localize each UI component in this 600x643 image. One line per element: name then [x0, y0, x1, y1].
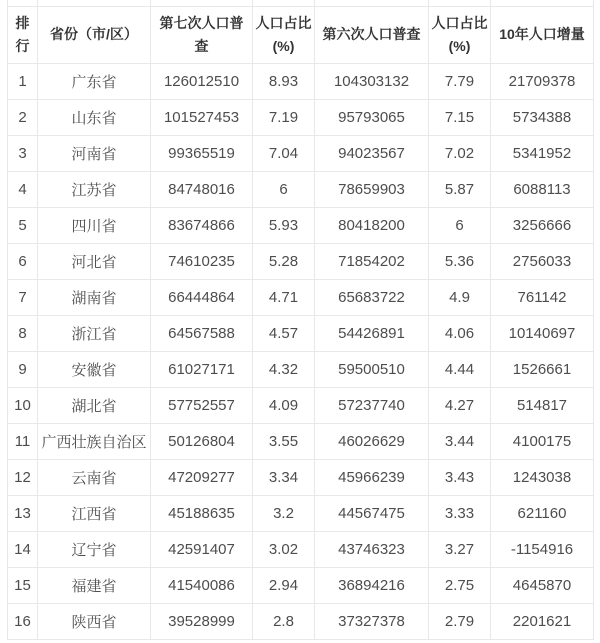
table-cell: 2 [8, 99, 38, 135]
table-cell: 57237740 [315, 387, 429, 423]
table-cell: 101527453 [151, 99, 253, 135]
table-cell: -1154916 [491, 531, 594, 567]
table-cell: 江西省 [38, 495, 151, 531]
table-cell: 83674866 [151, 207, 253, 243]
col-header-census7: 第七次人口普查 [151, 6, 253, 63]
col-header-census6: 第六次人口普查 [315, 6, 429, 63]
table-cell: 5734388 [491, 99, 594, 135]
table-cell: 6088113 [491, 171, 594, 207]
col-header-increase10y: 10年人口增量 [491, 6, 594, 63]
table-cell: 山东省 [38, 99, 151, 135]
table-row [8, 387, 594, 423]
table-row [8, 171, 594, 207]
table-cell: 4.06 [429, 315, 491, 351]
table-cell: 95793065 [315, 99, 429, 135]
table-cell: 广西壮族自治区 [38, 423, 151, 459]
table-cell: 7.02 [429, 135, 491, 171]
table-cell: 57752557 [151, 387, 253, 423]
table-cell: 61027171 [151, 351, 253, 387]
table-cell: 3.34 [253, 459, 315, 495]
table-row [8, 279, 594, 315]
table-cell: 7.04 [253, 135, 315, 171]
table-cell: 7.15 [429, 99, 491, 135]
table-cell: 45188635 [151, 495, 253, 531]
table-cell: 126012510 [151, 63, 253, 99]
table-row [8, 99, 594, 135]
table-cell: 84748016 [151, 171, 253, 207]
table-cell: 21709378 [491, 63, 594, 99]
table-cell: 54426891 [315, 315, 429, 351]
table-cell: 5.87 [429, 171, 491, 207]
table-cell: 3.44 [429, 423, 491, 459]
table-cell: 64567588 [151, 315, 253, 351]
table-row [8, 603, 594, 639]
table-cell: 45966239 [315, 459, 429, 495]
census-table [7, 0, 594, 640]
table-cell: 80418200 [315, 207, 429, 243]
table-cell: 2201621 [491, 603, 594, 639]
table-row [8, 423, 594, 459]
table-row [8, 243, 594, 279]
table-cell: 陕西省 [38, 603, 151, 639]
table-cell: 江苏省 [38, 171, 151, 207]
table-cell: 43746323 [315, 531, 429, 567]
table-cell: 761142 [491, 279, 594, 315]
table-cell: 11 [8, 423, 38, 459]
table-cell: 4 [8, 171, 38, 207]
table-cell: 辽宁省 [38, 531, 151, 567]
table-row [8, 459, 594, 495]
table-cell: 8.93 [253, 63, 315, 99]
table-cell: 10140697 [491, 315, 594, 351]
table-cell: 2756033 [491, 243, 594, 279]
table-cell: 5341952 [491, 135, 594, 171]
table-cell: 65683722 [315, 279, 429, 315]
table-cell: 4.27 [429, 387, 491, 423]
table-cell: 66444864 [151, 279, 253, 315]
table-cell: 4645870 [491, 567, 594, 603]
col-header-rank: 排行 [8, 6, 38, 63]
table-row [8, 351, 594, 387]
table-cell: 2.8 [253, 603, 315, 639]
table-cell: 46026629 [315, 423, 429, 459]
table-cell: 广东省 [38, 63, 151, 99]
table-cell: 2.79 [429, 603, 491, 639]
table-cell: 514817 [491, 387, 594, 423]
table-row [8, 207, 594, 243]
table-cell: 9 [8, 351, 38, 387]
table-cell: 10 [8, 387, 38, 423]
table-cell: 5 [8, 207, 38, 243]
table-cell: 5.28 [253, 243, 315, 279]
table-cell: 四川省 [38, 207, 151, 243]
col-header-share7: 人口占比(%) [253, 6, 315, 63]
table-cell: 浙江省 [38, 315, 151, 351]
table-cell: 3.33 [429, 495, 491, 531]
table-cell: 1 [8, 63, 38, 99]
table-cell: 71854202 [315, 243, 429, 279]
table-cell: 福建省 [38, 567, 151, 603]
table-cell: 河北省 [38, 243, 151, 279]
table-cell: 12 [8, 459, 38, 495]
table-cell: 3.43 [429, 459, 491, 495]
table-cell: 44567475 [315, 495, 429, 531]
table-cell: 50126804 [151, 423, 253, 459]
table-cell: 7.19 [253, 99, 315, 135]
table-cell: 8 [8, 315, 38, 351]
table-cell: 7 [8, 279, 38, 315]
table-cell: 3.27 [429, 531, 491, 567]
table-cell: 13 [8, 495, 38, 531]
table-row [8, 315, 594, 351]
table-cell: 6 [429, 207, 491, 243]
table-cell: 15 [8, 567, 38, 603]
table-cell: 41540086 [151, 567, 253, 603]
table-cell: 59500510 [315, 351, 429, 387]
table-cell: 42591407 [151, 531, 253, 567]
table-cell: 16 [8, 603, 38, 639]
table-cell: 6 [8, 243, 38, 279]
table-cell: 4100175 [491, 423, 594, 459]
table-cell: 1526661 [491, 351, 594, 387]
table-cell: 621160 [491, 495, 594, 531]
table-cell: 安徽省 [38, 351, 151, 387]
table-cell: 河南省 [38, 135, 151, 171]
table-cell: 3 [8, 135, 38, 171]
table-cell: 14 [8, 531, 38, 567]
table-cell: 37327378 [315, 603, 429, 639]
table-cell: 4.44 [429, 351, 491, 387]
table-cell: 6 [253, 171, 315, 207]
table-cell: 74610235 [151, 243, 253, 279]
table-cell: 4.71 [253, 279, 315, 315]
table-cell: 湖北省 [38, 387, 151, 423]
table-row [8, 531, 594, 567]
table-cell: 39528999 [151, 603, 253, 639]
table-cell: 3.55 [253, 423, 315, 459]
table-cell: 2.94 [253, 567, 315, 603]
table-cell: 4.57 [253, 315, 315, 351]
table-cell: 3.2 [253, 495, 315, 531]
table-cell: 104303132 [315, 63, 429, 99]
table-cell: 99365519 [151, 135, 253, 171]
table-row [8, 567, 594, 603]
table-cell: 7.79 [429, 63, 491, 99]
table-cell: 94023567 [315, 135, 429, 171]
table-cell: 36894216 [315, 567, 429, 603]
col-header-share6: 人口占比(%) [429, 6, 491, 63]
table-cell: 5.93 [253, 207, 315, 243]
table-cell: 1243038 [491, 459, 594, 495]
table-cell: 3256666 [491, 207, 594, 243]
table-row [8, 135, 594, 171]
table-cell: 4.32 [253, 351, 315, 387]
table-cell: 4.9 [429, 279, 491, 315]
table-cell: 47209277 [151, 459, 253, 495]
table-cell: 云南省 [38, 459, 151, 495]
table-cell: 78659903 [315, 171, 429, 207]
table-cell: 2.75 [429, 567, 491, 603]
table-row [8, 63, 594, 99]
table-cell: 5.36 [429, 243, 491, 279]
table-cell: 湖南省 [38, 279, 151, 315]
table-row [8, 495, 594, 531]
header-row [8, 6, 594, 63]
table-cell: 4.09 [253, 387, 315, 423]
table-cell: 3.02 [253, 531, 315, 567]
col-header-province: 省份（市/区） [38, 6, 151, 63]
